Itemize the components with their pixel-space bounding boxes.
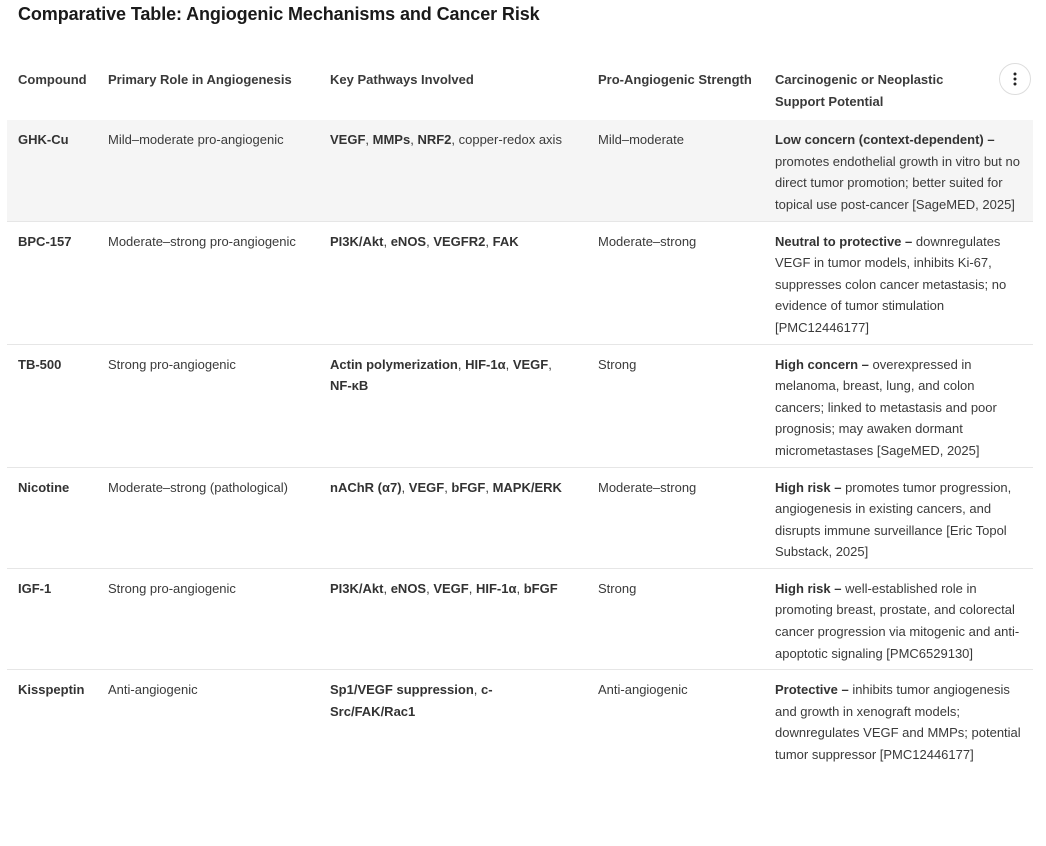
strength-cell: Anti-angiogenic — [587, 670, 764, 771]
risk-text: downregulates VEGF in tumor models, inhibits Ki-67, suppresses colon cancer metastasis; no evidence of tumor stimulation [PMC12446177] — [775, 233, 1007, 335]
strength-cell: Moderate–strong — [587, 467, 764, 568]
strength-cell: Strong — [587, 344, 764, 467]
pathway-text: , — [401, 479, 409, 495]
page-title: Comparative Table: Angiogenic Mechanisms and Cancer Risk — [18, 4, 540, 24]
header-risk: Carcinogenic or Neoplastic Support Potential — [775, 72, 944, 109]
pathway-text: , — [426, 580, 434, 596]
risk-cell — [764, 221, 1033, 344]
pathway-text: , — [485, 233, 493, 249]
role-cell: Anti-angiogenic — [97, 670, 319, 771]
table-body — [7, 120, 1033, 770]
comparison-table — [7, 58, 1033, 771]
pathway-text: , — [473, 682, 481, 698]
pathway-text: , — [365, 132, 373, 148]
pathway-name: NRF2 — [417, 132, 452, 148]
risk-text: promotes endothelial growth in vitro but no direct tumor promotion; better suited for topical use post-cancer [SageMED, 2025] — [775, 153, 1020, 212]
pathways-cell — [319, 670, 587, 771]
pathway-text: , — [457, 356, 466, 372]
pathway-text: , — [410, 132, 418, 148]
strength-cell: Strong — [587, 568, 764, 669]
pathway-name: VEGF — [330, 132, 366, 148]
risk-label: Low concern (context-dependent) – — [775, 132, 995, 148]
header-compound: Compound — [18, 72, 87, 87]
table-row — [7, 670, 1033, 771]
pathway-name: VEGFR2 — [433, 233, 486, 249]
table-row — [7, 568, 1033, 669]
pathway-name: HIF-1α — [465, 356, 506, 372]
compound-cell: Nicotine — [7, 467, 97, 568]
pathway-text: , — [468, 580, 476, 596]
pathway-name: VEGF — [512, 356, 549, 372]
compound-cell: IGF-1 — [7, 568, 97, 669]
strength-cell: Mild–moderate — [587, 120, 764, 221]
risk-label: Neutral to protective – — [775, 233, 913, 249]
header-strength: Pro-Angiogenic Strength — [598, 72, 752, 87]
pathway-name: MMPs — [372, 132, 411, 148]
pathway-name: PI3K/Akt — [330, 233, 384, 249]
risk-text: promotes tumor progression, angiogenesis in existing cancers, and disrupts immune surveillance [Eric Topol Substack, 2025] — [775, 479, 1012, 560]
pathway-name: Sp1/VEGF suppression — [330, 682, 474, 698]
compound-cell: Kisspeptin — [7, 670, 97, 771]
table-row — [7, 120, 1033, 221]
pathway-name: eNOS — [390, 580, 427, 596]
table-header-row — [7, 58, 1033, 120]
pathway-text: , — [383, 233, 391, 249]
pathway-name: c-Src/FAK/Rac1 — [330, 682, 493, 719]
pathway-text: , — [505, 356, 513, 372]
pathway-name: HIF-1α — [475, 580, 517, 596]
pathway-name: VEGF — [408, 479, 445, 495]
pathway-text: , — [485, 479, 493, 495]
pathway-text: , — [548, 356, 552, 372]
pathway-name: bFGF — [451, 479, 486, 495]
compound-cell: TB-500 — [7, 344, 97, 467]
pathway-text: , — [383, 580, 391, 596]
header-pathways: Key Pathways Involved — [330, 72, 474, 87]
pathway-name: Actin polymerization — [330, 356, 458, 372]
header-role: Primary Role in Angiogenesis — [108, 72, 292, 87]
risk-label: High risk – — [775, 580, 842, 596]
pathway-name: eNOS — [390, 233, 427, 249]
pathway-name: NF-κB — [330, 378, 369, 394]
risk-cell — [764, 120, 1033, 221]
strength-cell: Moderate–strong — [587, 221, 764, 344]
risk-cell — [764, 344, 1033, 467]
risk-cell — [764, 467, 1033, 568]
pathways-cell — [319, 120, 587, 221]
pathway-text: , — [516, 580, 524, 596]
risk-label: Protective – — [775, 682, 849, 698]
compound-cell: BPC-157 — [7, 221, 97, 344]
pathway-name: FAK — [492, 233, 519, 249]
risk-text: well-established role in promoting breast, prostate, and colorectal cancer progression via mitogenic and anti-apoptotic signaling [PMC6529130] — [775, 580, 1020, 661]
pathway-text: , — [444, 479, 452, 495]
risk-cell — [764, 670, 1033, 771]
pathway-text: , copper-redox axis — [451, 132, 562, 148]
compound-cell: GHK-Cu — [7, 120, 97, 221]
risk-text: inhibits tumor angiogenesis and growth in xenograft models; downregulates VEGF and MMPs; potential tumor suppressor [PMC12446177] — [775, 682, 1021, 763]
pathway-text: , — [426, 233, 434, 249]
pathways-cell — [319, 568, 587, 669]
pathways-cell — [319, 344, 587, 467]
pathways-cell — [319, 467, 587, 568]
risk-label: High concern – — [775, 356, 869, 372]
risk-label: High risk – — [775, 479, 842, 495]
role-cell: Mild–moderate pro-angiogenic — [97, 120, 319, 221]
pathway-name: nAChR (α7) — [330, 479, 402, 495]
role-cell: Strong pro-angiogenic — [97, 344, 319, 467]
role-cell: Moderate–strong (pathological) — [97, 467, 319, 568]
pathway-name: VEGF — [433, 580, 469, 596]
pathways-cell — [319, 221, 587, 344]
pathway-name: bFGF — [523, 580, 558, 596]
risk-cell — [764, 568, 1033, 669]
risk-text: overexpressed in melanoma, breast, lung, and colon cancers; linked to metastasis and poor prognosis; may awaken dormant micrometastases [SageMED, 2025] — [775, 356, 997, 458]
pathway-name: PI3K/Akt — [330, 580, 384, 596]
role-cell: Moderate–strong pro-angiogenic — [97, 221, 319, 344]
table-row — [7, 467, 1033, 568]
pathway-name: MAPK/ERK — [492, 479, 562, 495]
role-cell: Strong pro-angiogenic — [97, 568, 319, 669]
table-row — [7, 221, 1033, 344]
table-row — [7, 344, 1033, 467]
